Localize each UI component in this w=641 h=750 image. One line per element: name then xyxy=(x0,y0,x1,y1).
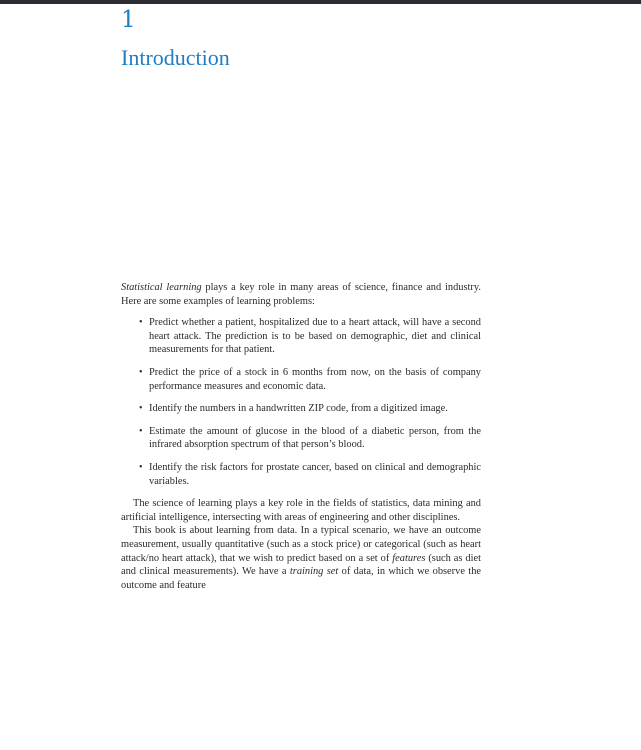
book-scope-paragraph xyxy=(121,524,481,592)
list-item-text: Identify the risk factors for prostate cancer, based on clinical and demographic variables. xyxy=(149,461,481,487)
paragraph3-part2: (such as diet and clinical measurements). We have a xyxy=(121,552,481,578)
list-item xyxy=(139,366,481,393)
chapter-number: 1 xyxy=(121,7,136,33)
training-set-term: training set xyxy=(289,566,339,578)
intro-term: Statistical learning xyxy=(121,282,202,293)
document-page xyxy=(0,4,641,750)
bullet-icon: • xyxy=(139,366,143,378)
list-item xyxy=(139,461,481,488)
bullet-icon: • xyxy=(139,461,143,473)
bullet-icon: • xyxy=(139,425,143,437)
list-item-text: Estimate the amount of glucose in the blood of a diabetic person, from the infrared absorption spectrum of that person’s blood. xyxy=(149,425,481,451)
list-item xyxy=(139,402,481,416)
bullet-icon: • xyxy=(139,317,143,329)
list-item xyxy=(139,316,481,357)
list-item xyxy=(139,425,481,452)
paragraph3-part1: This book is about learning from data. In a typical scenario, we have an outcome measurement, usually quantitative (such as a stock price) or categorical (such as heart attack/no heart attack), that we wish to predict based on a set of xyxy=(121,525,481,564)
list-item-text: Identify the numbers in a handwritten ZIP code, from a digitized image. xyxy=(149,403,448,415)
list-item-text: Predict the price of a stock in 6 months from now, on the basis of company performance measures and economic data. xyxy=(149,366,481,392)
paragraph3-part3: of data, in which we observe the outcome and feature xyxy=(121,566,481,591)
intro-text: plays a key role in many areas of science, finance and industry. Here are some examples of learning problems: xyxy=(121,282,481,307)
science-paragraph: The science of learning plays a key role in the fields of statistics, data mining and artificial intelligence, intersecting with areas of engineering and other disciplines. xyxy=(121,498,481,523)
bullet-icon: • xyxy=(139,403,143,415)
chapter-title: Introduction xyxy=(121,45,230,70)
chapter-body xyxy=(121,281,481,592)
intro-paragraph xyxy=(121,281,481,308)
examples-list xyxy=(121,316,481,488)
list-item-text: Predict whether a patient, hospitalized due to a heart attack, will have a second heart attack. The prediction is to be based on demographic, diet and clinical measurements for that patient. xyxy=(149,317,481,356)
features-term: features xyxy=(392,552,426,564)
